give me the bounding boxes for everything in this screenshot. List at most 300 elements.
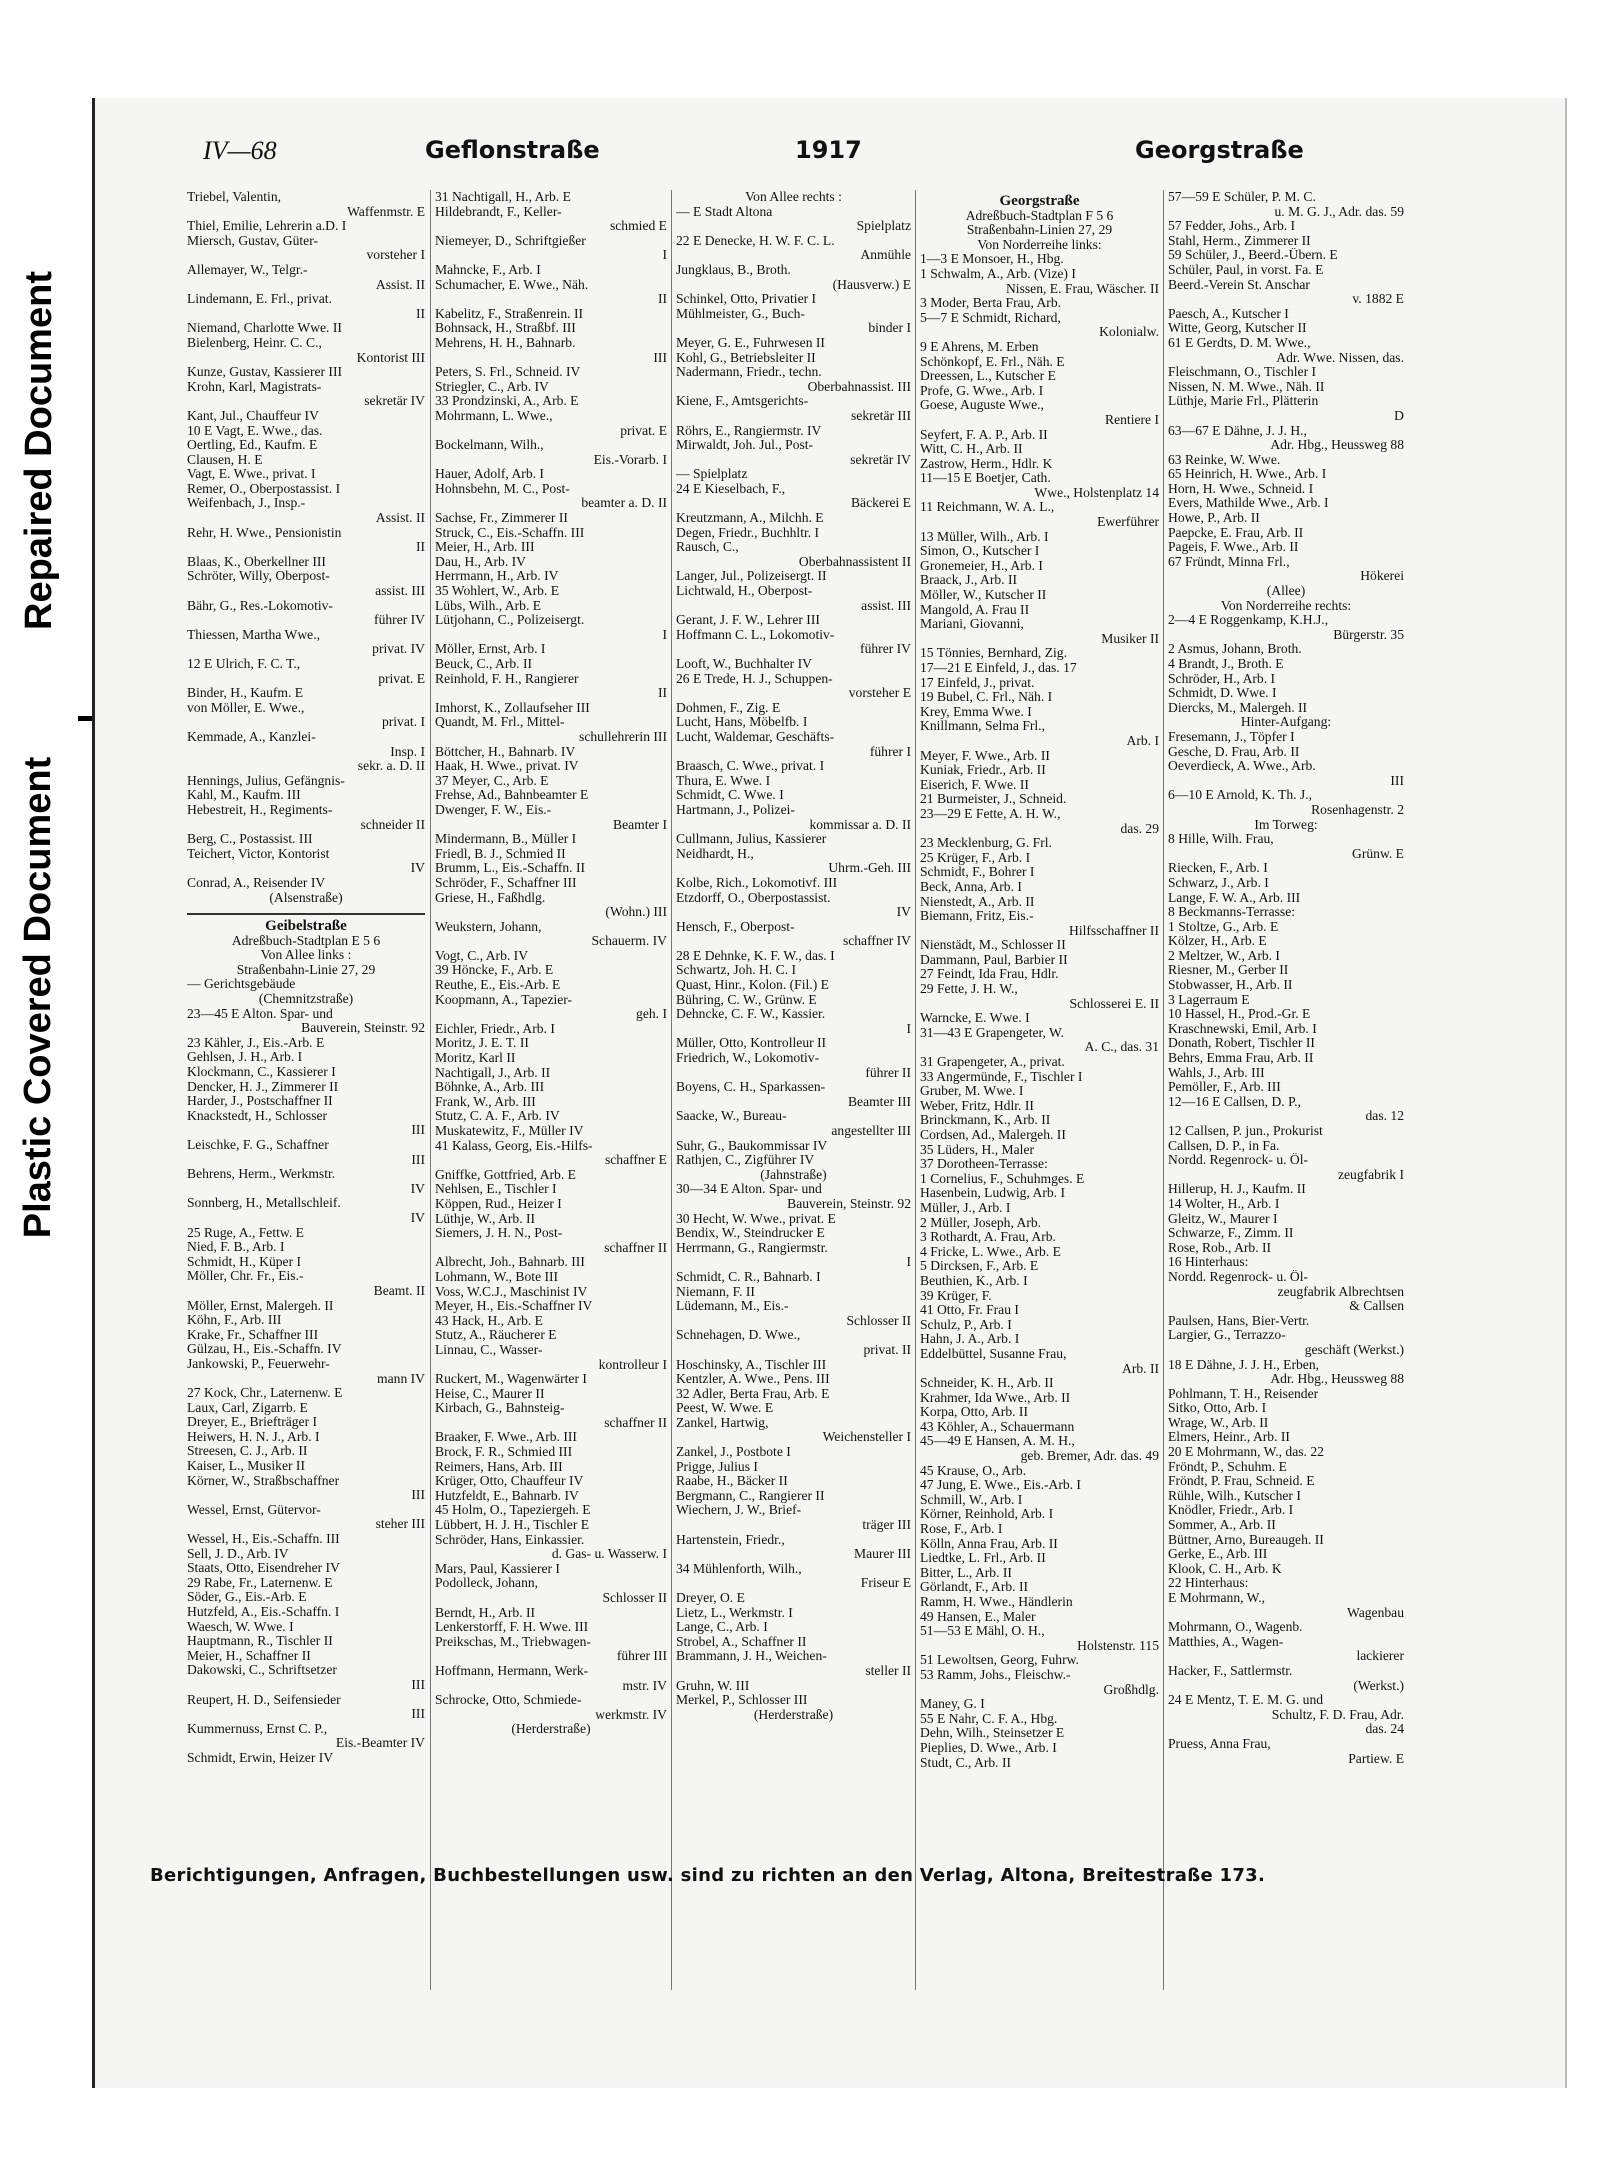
directory-entry: Kölzer, H., Arb. E [1168, 934, 1267, 949]
directory-entry: Mehrens, H. H., Bahnarb. [435, 335, 576, 350]
directory-entry: Braaker, F. Wwe., Arb. III [435, 1430, 577, 1445]
directory-entry: Thiessen, Martha Wwe., [187, 627, 321, 642]
entry-continuation: kommissar a. D. II [809, 817, 911, 832]
directory-entry: Nadermann, Friedr., techn. [676, 365, 822, 380]
directory-entry: Dakowski, C., Schriftsetzer [187, 1663, 337, 1678]
directory-entry: Bockelmann, Wilh., [435, 438, 544, 453]
directory-entry: Elmers, Heinr., Arb. II [1168, 1430, 1290, 1445]
directory-entry: Seyfert, F. A. P., Arb. II [920, 427, 1048, 442]
directory-entry: Möller, Chr. Fr., Eis.- [187, 1269, 304, 1284]
directory-entry: Ruckert, M., Wagenwärter I [435, 1372, 587, 1387]
directory-entry: Mariani, Giovanni, [920, 617, 1024, 632]
directory-entry: Weukstern, Johann, [435, 919, 542, 934]
directory-entry: Gülzau, H., Eis.-Schaffn. IV [187, 1342, 342, 1357]
directory-entry: Rausch, C., [676, 540, 739, 555]
directory-entry: Gruhn, W. III [676, 1678, 750, 1693]
entry-continuation: Eis.-Vorarb. I [593, 452, 667, 467]
directory-entry: 23 Kähler, J., Eis.-Arb. E [187, 1035, 325, 1050]
directory-entry: Wiechern, J. W., Brief- [676, 1503, 802, 1518]
directory-entry: Kuniak, Friedr., Arb. II [920, 763, 1046, 778]
directory-entry: 39 Höncke, F., Arb. E [435, 963, 554, 978]
directory-entry: Frehse, Ad., Bahnbeamter E [435, 788, 589, 803]
directory-entry: Paesch, A., Kutscher I [1168, 306, 1289, 321]
directory-entry: Gerant, J. F. W., Lehrer III [676, 613, 820, 628]
directory-entry: Muskatewitz, F., Müller IV [435, 1124, 584, 1138]
directory-entry: Pohlmann, T. H., Reisender [1168, 1386, 1319, 1401]
directory-entry: Jankowski, P., Feuerwehr- [187, 1356, 330, 1371]
directory-entry: Schmidt, F., Bohrer I [920, 865, 1035, 880]
column-4 [915, 190, 1159, 1990]
entry-continuation: (Hausverw.) E [832, 277, 911, 292]
directory-entry: Hahn, J. A., Arb. I [920, 1332, 1020, 1347]
directory-entry: Schwartz, Joh. H. C. I [676, 963, 797, 978]
directory-entry: Fröndt, P. Frau, Schneid. E [1168, 1474, 1315, 1489]
section-note: Von Norderreihe rechts: [1220, 598, 1352, 613]
entry-continuation: beamter a. D. II [581, 496, 667, 511]
directory-entry: Krey, Emma Wwe. I [920, 704, 1032, 719]
directory-entry: Diercks, M., Malergeh. II [1168, 700, 1308, 715]
entry-continuation: A. C., das. 31 [1084, 1040, 1159, 1055]
section-note: Von Norderreihe links: [977, 237, 1102, 252]
directory-entry: Gesche, D. Frau, Arb. II [1168, 744, 1300, 759]
directory-entry: Oertling, Ed., Kaufm. E [187, 438, 318, 453]
directory-entry: Mühlmeister, G., Buch- [676, 306, 805, 321]
entry-continuation: I [906, 1021, 911, 1036]
directory-entry: Mars, Paul, Kassierer I [435, 1561, 560, 1576]
entry-continuation: II [657, 292, 667, 307]
directory-entry: Schwarz, J., Arb. I [1168, 875, 1269, 890]
directory-entry: Schmill, W., Arb. I [920, 1492, 1023, 1507]
directory-entry: 8 Beckmanns-Terrasse: [1168, 905, 1296, 920]
directory-entry: Hutzfeld, A., Eis.-Schaffn. I [187, 1605, 340, 1619]
directory-entry: Fröndt, P., Schuhm. E [1168, 1459, 1287, 1474]
entry-continuation: Maurer III [854, 1547, 911, 1562]
entry-continuation: geschäft (Werkst.) [1304, 1342, 1404, 1357]
directory-entry: 27 Feindt, Ida Frau, Hdlr. [920, 967, 1059, 982]
directory-entry: Körner, Reinhold, Arb. I [920, 1507, 1054, 1522]
directory-entry: Möller, W., Kutscher II [920, 588, 1047, 603]
entry-continuation: privat. I [381, 715, 425, 730]
entry-continuation: schaffner E [604, 1153, 667, 1168]
directory-entry: 2—4 E Roggenkamp, K.H.J., [1168, 613, 1329, 628]
directory-entry: Mirwaldt, Joh. Jul., Post- [676, 438, 814, 453]
directory-entry: 35 Lüders, H., Maler [920, 1142, 1035, 1157]
directory-entry: 26 E Trede, H. J., Schuppen- [676, 671, 833, 686]
entry-continuation: I [662, 248, 667, 263]
directory-entry: 13 Müller, Wilh., Arb. I [920, 529, 1049, 544]
directory-entry: 55 E Nahr, C. F. A., Hbg. [920, 1711, 1058, 1726]
directory-entry: Gerke, E., Arb. III [1168, 1547, 1268, 1562]
directory-entry: 2 Asmus, Johann, Broth. [1168, 642, 1302, 657]
directory-entry: Lüthje, Marie Frl., Plätterin [1168, 394, 1319, 409]
directory-entry: Böhnke, A., Arb. III [435, 1080, 545, 1095]
directory-entry: Kant, Jul., Chauffeur IV [187, 408, 319, 423]
directory-entry: Hacker, F., Sattlermstr. [1168, 1663, 1293, 1678]
entry-continuation: schaffner II [604, 1240, 667, 1255]
directory-entry: Pageis, F. Wwe., Arb. II [1168, 540, 1299, 555]
directory-entry: Eichler, Friedr., Arb. I [435, 1021, 555, 1036]
directory-entry: Herrmann, G., Rangiermstr. [676, 1240, 828, 1255]
directory-entry: Lichtwald, H., Oberpost- [676, 584, 813, 599]
directory-entry: 17—21 E Einfeld, J., das. 17 [920, 661, 1077, 675]
directory-entry: Weber, Fritz, Hdlr. II [920, 1098, 1034, 1113]
entry-continuation: vorsteher I [366, 248, 425, 263]
section-note: Straßenbahn-Linien 27, 29 [966, 223, 1113, 238]
entry-continuation: Großhdlg. [1103, 1682, 1159, 1697]
directory-entry: Schmidt, C. R., Bahnarb. I [676, 1269, 821, 1284]
directory-entry: Lange, F. W. A., Arb. III [1168, 890, 1301, 905]
entry-continuation: IV [410, 1210, 425, 1225]
entry-continuation: IV [410, 861, 425, 876]
entry-continuation: führer III [616, 1649, 667, 1664]
directory-entry: 45 Krause, O., Arb. [920, 1463, 1027, 1478]
directory-entry: Krake, Fr., Schaffner III [187, 1327, 319, 1342]
directory-entry: 3 Moder, Berta Frau, Arb. [920, 296, 1062, 311]
entry-continuation: zeugfabrik I [1337, 1167, 1404, 1182]
directory-entry: Pieplies, D. Wwe., Arb. I [920, 1740, 1057, 1755]
entry-continuation: das. 29 [1120, 821, 1159, 836]
directory-entry: Gehlsen, J. H., Arb. I [187, 1050, 303, 1065]
directory-entry: 30 Hecht, W. Wwe., privat. E [676, 1211, 836, 1226]
page-number: IV—68 [203, 136, 277, 165]
directory-entry: Schröder, F., Schaffner III [435, 875, 577, 890]
directory-entry: Lütjohann, C., Polizeisergt. [435, 613, 585, 628]
directory-entry: Kaiser, L., Musiker II [187, 1459, 305, 1474]
directory-entry: Mindermann, B., Müller I [435, 832, 577, 847]
directory-entry: Friedl, B. J., Schmied II [435, 846, 566, 861]
directory-entry: Lüthje, W., Arb. II [435, 1211, 536, 1226]
directory-entry: 63 Reinke, W. Wwe. [1168, 452, 1281, 467]
entry-continuation: schneider II [360, 817, 425, 832]
directory-entry: Callsen, D. P., in Fa. [1168, 1138, 1280, 1153]
directory-entry: Reinhold, F. H., Rangierer [435, 671, 579, 686]
entry-continuation: II [415, 306, 425, 321]
directory-entry: 12—16 E Callsen, D. P., [1168, 1094, 1301, 1109]
directory-entry: 20 E Mohrmann, W., das. 22 [1168, 1445, 1324, 1460]
directory-entry: Neidhardt, H., [676, 846, 754, 861]
directory-entry: Schrocke, Otto, Schmiede- [435, 1693, 582, 1708]
directory-entry: Beuck, C., Arb. II [435, 657, 533, 671]
directory-entry: 9 E Ahrens, M. Erben [920, 339, 1039, 354]
directory-entry: Nachtigall, J., Arb. II [435, 1065, 551, 1080]
directory-entry: Köppen, Rud., Heizer I [435, 1196, 562, 1211]
directory-entry: Hensch, F., Oberpost- [676, 919, 795, 934]
directory-entry: Meier, H., Schaffner II [187, 1648, 311, 1663]
directory-entry: Korpa, Otto, Arb. II [920, 1405, 1028, 1420]
entry-continuation: Eis.-Beamter IV [335, 1736, 425, 1751]
directory-entry: 47 Jung, E. Wwe., Eis.-Arb. I [920, 1478, 1081, 1493]
directory-entry: Kohl, G., Betriebsleiter II [676, 350, 816, 365]
directory-entry: Studt, C., Arb. II [920, 1755, 1012, 1770]
directory-entry: Brock, F. R., Schmied III [435, 1445, 573, 1460]
directory-entry: 27 Kock, Chr., Laternenw. E [187, 1386, 343, 1401]
directory-entry: Meyer, F. Wwe., Arb. II [920, 748, 1050, 763]
entry-continuation: D [1394, 408, 1404, 423]
directory-entry: — Gerichtsgebäude [187, 977, 296, 992]
directory-entry: 51 Lewoltsen, Georg, Fuhrw. [920, 1653, 1079, 1668]
directory-entry: Paulsen, Hans, Bier-Vertr. [1168, 1313, 1310, 1328]
entry-continuation: Arb. I [1126, 733, 1159, 748]
directory-entry: Saacke, W., Bureau- [676, 1109, 787, 1124]
entry-continuation: Beamt. II [373, 1283, 425, 1298]
directory-entry: Prigge, Julius I [676, 1459, 758, 1474]
directory-entry: Beerd.-Verein St. Anschar [1168, 277, 1310, 292]
directory-entry: Liedtke, L. Frl., Arb. II [920, 1551, 1046, 1566]
directory-entry: Lohmann, W., Bote III [435, 1269, 559, 1284]
directory-entry: Kabelitz, F., Straßenrein. II [435, 306, 584, 321]
entry-continuation: d. Gas- u. Wasserw. I [551, 1547, 667, 1562]
directory-entry: 5—7 E Schmidt, Richard, [920, 310, 1061, 325]
entry-continuation: Oberbahnassist. III [807, 379, 911, 394]
section-note: Im Torweg: [1254, 817, 1318, 832]
directory-entry: 12 E Ulrich, F. C. T., [187, 657, 301, 671]
directory-entry: Nienstädt, M., Schlosser II [920, 938, 1066, 953]
entry-continuation: Schauerm. IV [591, 934, 667, 949]
entry-continuation: Adr. Wwe. Nissen, das. [1276, 350, 1404, 365]
directory-entry: 23—29 E Fette, A. H. W., [920, 806, 1061, 821]
directory-entry: Berg, C., Postassist. III [187, 832, 313, 847]
directory-entry: Braasch, C. Wwe., privat. I [676, 759, 825, 774]
entry-continuation: Bürgerstr. 35 [1333, 627, 1404, 642]
entry-continuation: zeugfabrik Albrechtsen [1277, 1284, 1404, 1299]
directory-entry: Zastrow, Herm., Hdlr. K [920, 456, 1053, 471]
directory-entry: Stutz, A., Räucherer E [435, 1328, 557, 1343]
directory-entry: Hennings, Julius, Gefängnis- [187, 773, 345, 788]
directory-entry: E Mohrmann, W., [1168, 1591, 1266, 1605]
directory-entry: Jungklaus, B., Broth. [676, 262, 791, 277]
entry-continuation: III [653, 350, 667, 365]
section-rule [187, 913, 425, 915]
directory-entry: Suhr, G., Baukommissar IV [676, 1138, 828, 1153]
entry-continuation: I [662, 627, 667, 642]
directory-entry: 67 Fründt, Minna Frl., [1168, 554, 1290, 569]
directory-entry: Niemeyer, D., Schriftgießer [435, 233, 586, 248]
entry-continuation: Adr. Hbg., Heussweg 88 [1270, 1372, 1404, 1387]
section-note: (Chemnitzstraße) [258, 992, 354, 1007]
directory-entry: Moritz, Karl II [435, 1051, 516, 1066]
entry-continuation: Partiew. E [1348, 1751, 1404, 1766]
entry-continuation: Schultz, F. D. Frau, Adr. [1271, 1707, 1404, 1722]
directory-entry: Hartmann, J., Polizei- [676, 802, 795, 817]
side-label-repaired: Repaired Document [0, 190, 78, 710]
directory-entry: Böttcher, H., Bahnarb. IV [435, 744, 576, 759]
street-heading: Georgstraße [999, 194, 1080, 209]
directory-entry: Mohrmann, O., Wagenb. [1168, 1620, 1303, 1635]
entry-continuation: III [411, 1488, 425, 1503]
directory-entry: Frank, W., Arb. III [435, 1094, 536, 1109]
directory-entry: Görlandt, F., Arb. II [920, 1580, 1029, 1595]
entry-continuation: sekretär IV [364, 394, 425, 409]
entry-continuation: sekretär IV [850, 452, 911, 467]
directory-entry: Mohrmann, L. Wwe., [435, 408, 553, 423]
directory-entry: Rose, Rob., Arb. II [1168, 1240, 1272, 1255]
directory-entry: Möller, Ernst, Malergeh. II [187, 1298, 334, 1313]
directory-entry: Fresemann, J., Töpfer I [1168, 729, 1295, 744]
directory-entry: 29 Fette, J. H. W., [920, 982, 1018, 997]
directory-entry: Dehncke, C. F. W., Kassier. [676, 1007, 826, 1022]
directory-entry: Hoschinsky, A., Tischler III [676, 1357, 827, 1372]
directory-entry: Remer, O., Oberpostassist. I [187, 481, 341, 496]
directory-entry: Bähr, G., Res.-Lokomotiv- [187, 598, 333, 613]
directory-entry: 53 Ramm, Johs., Fleischw.- [920, 1667, 1071, 1682]
directory-entry: 24 E Mentz, T. E. M. G. und [1168, 1693, 1324, 1708]
entry-continuation: Bauverein, Steinstr. 92 [301, 1021, 425, 1036]
directory-entry: Müller, Otto, Kontrolleur II [676, 1036, 827, 1051]
directory-entry: Laux, Carl, Zigarrb. E [187, 1400, 308, 1415]
directory-entry: 57 Fedder, Johs., Arb. I [1168, 219, 1296, 234]
directory-entry: Rathjen, C., Zigführer IV [676, 1153, 815, 1168]
directory-entry: Nordd. Regenrock- u. Öl- [1168, 1269, 1309, 1284]
directory-entry: Meyer, G. E., Fuhrwesen II [676, 335, 825, 350]
entry-continuation: privat. II [863, 1342, 911, 1357]
header-year: 1917 [795, 136, 862, 164]
directory-entry: Leischke, F. G., Schaffner [187, 1138, 329, 1152]
directory-entry: Kraschnewski, Emil, Arb. I [1168, 1021, 1317, 1036]
directory-entry: Hartenstein, Friedr., [676, 1532, 785, 1547]
directory-entry: Nissen, N. M. Wwe., Näh. II [1168, 379, 1325, 394]
directory-entry: 31 Nachtigall, H., Arb. E [435, 190, 571, 204]
directory-entry: 6—10 E Arnold, K. Th. J., [1168, 788, 1312, 803]
directory-entry: Teichert, Victor, Kontorist [187, 846, 330, 861]
directory-entry: Dencker, H. J., Zimmerer II [187, 1079, 339, 1094]
directory-entry: Merkel, P., Schlosser III [676, 1693, 808, 1708]
directory-entry: 65 Heinrich, H. Wwe., Arb. I [1168, 467, 1327, 482]
directory-entry: Heiwers, H. N. J., Arb. I [187, 1429, 320, 1444]
directory-entry: Peest, W. Wwe. E [676, 1401, 774, 1416]
directory-entry: Bitter, L., Arb. II [920, 1565, 1012, 1580]
entry-continuation: Rentiere I [1105, 412, 1159, 427]
directory-entry: Wahls, J., Arb. III [1168, 1065, 1265, 1080]
directory-entry: Quandt, M. Frl., Mittel- [435, 715, 565, 730]
entry-continuation: Insp. I [390, 744, 425, 759]
directory-entry: Boyens, C. H., Sparkassen- [676, 1080, 826, 1095]
entry-continuation: schullehrerin III [579, 729, 667, 744]
directory-entry: Knackstedt, H., Schlosser [187, 1108, 328, 1123]
entry-continuation: (Werkst.) [1353, 1678, 1404, 1693]
entry-continuation: steher III [375, 1517, 425, 1532]
directory-entry: 2 Müller, Joseph, Arb. [920, 1215, 1042, 1230]
directory-entry: Schmidt, Erwin, Heizer IV [187, 1750, 334, 1765]
directory-entry: Krüger, Otto, Chauffeur IV [435, 1474, 584, 1489]
directory-entry: Hohnsbehn, M. C., Post- [435, 481, 570, 496]
directory-entry: Stutz, C. A. F., Arb. IV [435, 1109, 560, 1124]
directory-entry: 11—15 E Boetjer, Cath. [920, 471, 1051, 486]
directory-entry: Voss, W.C.J., Maschinist IV [435, 1284, 588, 1299]
entry-continuation: steller II [865, 1663, 911, 1678]
entry-continuation: Schlosser II [846, 1313, 911, 1328]
directory-entry: 15 Tönnies, Bernhard, Zig. [920, 646, 1067, 661]
directory-entry: Mahncke, F., Arb. I [435, 262, 541, 277]
directory-entry: Sonnberg, H., Metallschleif. [187, 1196, 341, 1211]
directory-entry: Klockmann, C., Kassierer I [187, 1065, 336, 1080]
directory-entry: 23—45 E Alton. Spar- und [187, 1006, 333, 1021]
directory-entry: Degen, Friedr., Buchhltr. I [676, 525, 820, 540]
directory-entry: Sitko, Otto, Arb. I [1168, 1401, 1267, 1416]
directory-entry: Brinckmann, K., Arb. II [920, 1113, 1051, 1128]
directory-entry: Cordsen, Ad., Malergeh. II [920, 1128, 1066, 1142]
directory-entry: Müller, J., Arb. I [920, 1200, 1011, 1215]
directory-entry: 32 Adler, Berta Frau, Arb. E [676, 1386, 830, 1401]
directory-entry: Peters, S. Frl., Schneid. IV [435, 365, 581, 380]
directory-entry: Heise, C., Maurer II [435, 1386, 545, 1401]
directory-entry: 5 Dircksen, F., Arb. E [920, 1259, 1039, 1274]
entry-continuation: v. 1882 E [1352, 292, 1404, 307]
entry-continuation: das. 24 [1365, 1722, 1404, 1737]
directory-entry: Donath, Robert, Tischler II [1168, 1036, 1315, 1051]
entry-continuation: Hilfsschaffner II [1069, 923, 1159, 938]
directory-entry: Meier, H., Arb. III [435, 540, 535, 555]
directory-entry: Dau, H., Arb. IV [435, 554, 526, 569]
column-2 [430, 190, 667, 1990]
entry-continuation: IV [410, 1181, 425, 1196]
directory-entry: 17 Einfeld, J., privat. [920, 675, 1035, 690]
entry-continuation: führer IV [374, 613, 425, 628]
directory-entry: Rose, F., Arb. I [920, 1522, 1003, 1537]
directory-entry: 31 Grapengeter, A., privat. [920, 1055, 1065, 1070]
entry-continuation: Assist. II [375, 511, 425, 526]
entry-continuation: III [411, 1123, 425, 1138]
entry-continuation: sekretär III [851, 408, 911, 423]
directory-entry: Schneider, K. H., Arb. II [920, 1376, 1054, 1391]
entry-continuation: Anmühle [860, 248, 911, 263]
directory-entry: 61 E Gerdts, D. M. Wwe., [1168, 335, 1311, 350]
directory-entry: 1 Stoltze, G., Arb. E [1168, 919, 1279, 934]
directory-entry: 19 Bubel, C. Frl., Näh. I [920, 690, 1053, 705]
directory-entry: Klook, C. H., Arb. K [1168, 1561, 1282, 1576]
entry-continuation: Kolonialw. [1099, 325, 1159, 340]
directory-entry: Sommer, A., Arb. II [1168, 1518, 1276, 1533]
entry-continuation: träger III [862, 1518, 911, 1533]
directory-entry: Kahl, M., Kaufm. III [187, 788, 301, 803]
directory-entry: 4 Brandt, J., Broth. E [1168, 657, 1284, 671]
directory-entry: Dreyer, O. E [676, 1591, 745, 1605]
entry-continuation: privat. E [620, 423, 667, 438]
directory-entry: von Möller, E. Wwe., [187, 700, 305, 715]
entry-continuation: geb. Bremer, Adr. das. 49 [1020, 1449, 1159, 1464]
directory-entry: Zankel, Hartwig, [676, 1415, 769, 1430]
entry-continuation: (Wohn.) III [605, 905, 667, 920]
directory-entry: Gniffke, Gottfried, Arb. E [435, 1167, 576, 1182]
directory-entry: Nehlsen, E., Tischler I [435, 1182, 557, 1197]
directory-entry: Röhrs, E., Rangiermstr. IV [676, 423, 822, 438]
directory-entry: Albrecht, Joh., Bahnarb. III [435, 1255, 585, 1270]
directory-entry: Vogt, C., Arb. IV [435, 948, 529, 963]
entry-continuation: Beamter III [847, 1094, 911, 1109]
directory-entry: Stahl, Herm., Zimmerer II [1168, 233, 1311, 248]
directory-entry: 41 Kalass, Georg, Eis.-Hilfs- [435, 1138, 593, 1153]
directory-entry: Sachse, Fr., Zimmerer II [435, 511, 568, 526]
directory-entry: Cullmann, Julius, Kassierer [676, 832, 827, 847]
directory-entry: Gleitz, W., Maurer I [1168, 1211, 1278, 1226]
entry-continuation: führer I [869, 744, 911, 759]
directory-entry: Rehr, H. Wwe., Pensionistin [187, 525, 342, 540]
directory-entry: Lange, C., Arb. I [676, 1620, 768, 1635]
directory-entry: Simon, O., Kutscher I [920, 544, 1040, 559]
directory-entry: 1—3 E Monsoer, H., Hbg. [920, 252, 1064, 267]
directory-entry: 1 Schwalm, A., Arb. (Vize) I [920, 266, 1076, 281]
directory-entry: Hildebrandt, F., Keller- [435, 204, 562, 219]
directory-entry: Dohmen, F., Zig. E [676, 700, 781, 715]
entry-continuation: Uhrm.-Geh. III [828, 861, 911, 876]
directory-entry: Moritz, J. E. T. II [435, 1036, 529, 1051]
directory-entry: Looft, W., Buchhalter IV [676, 657, 812, 671]
directory-entry: Eddelbüttel, Susanne Frau, [920, 1346, 1067, 1361]
directory-entry: Niemann, F. II [676, 1284, 755, 1299]
directory-entry: Rühle, Wilh., Kutscher I [1168, 1488, 1301, 1503]
directory-entry: Schmidt, C. Wwe. I [676, 788, 784, 803]
directory-entry: Schulz, P., Arb. I [920, 1317, 1012, 1332]
directory-entry: Strobel, A., Schaffner II [676, 1634, 807, 1649]
